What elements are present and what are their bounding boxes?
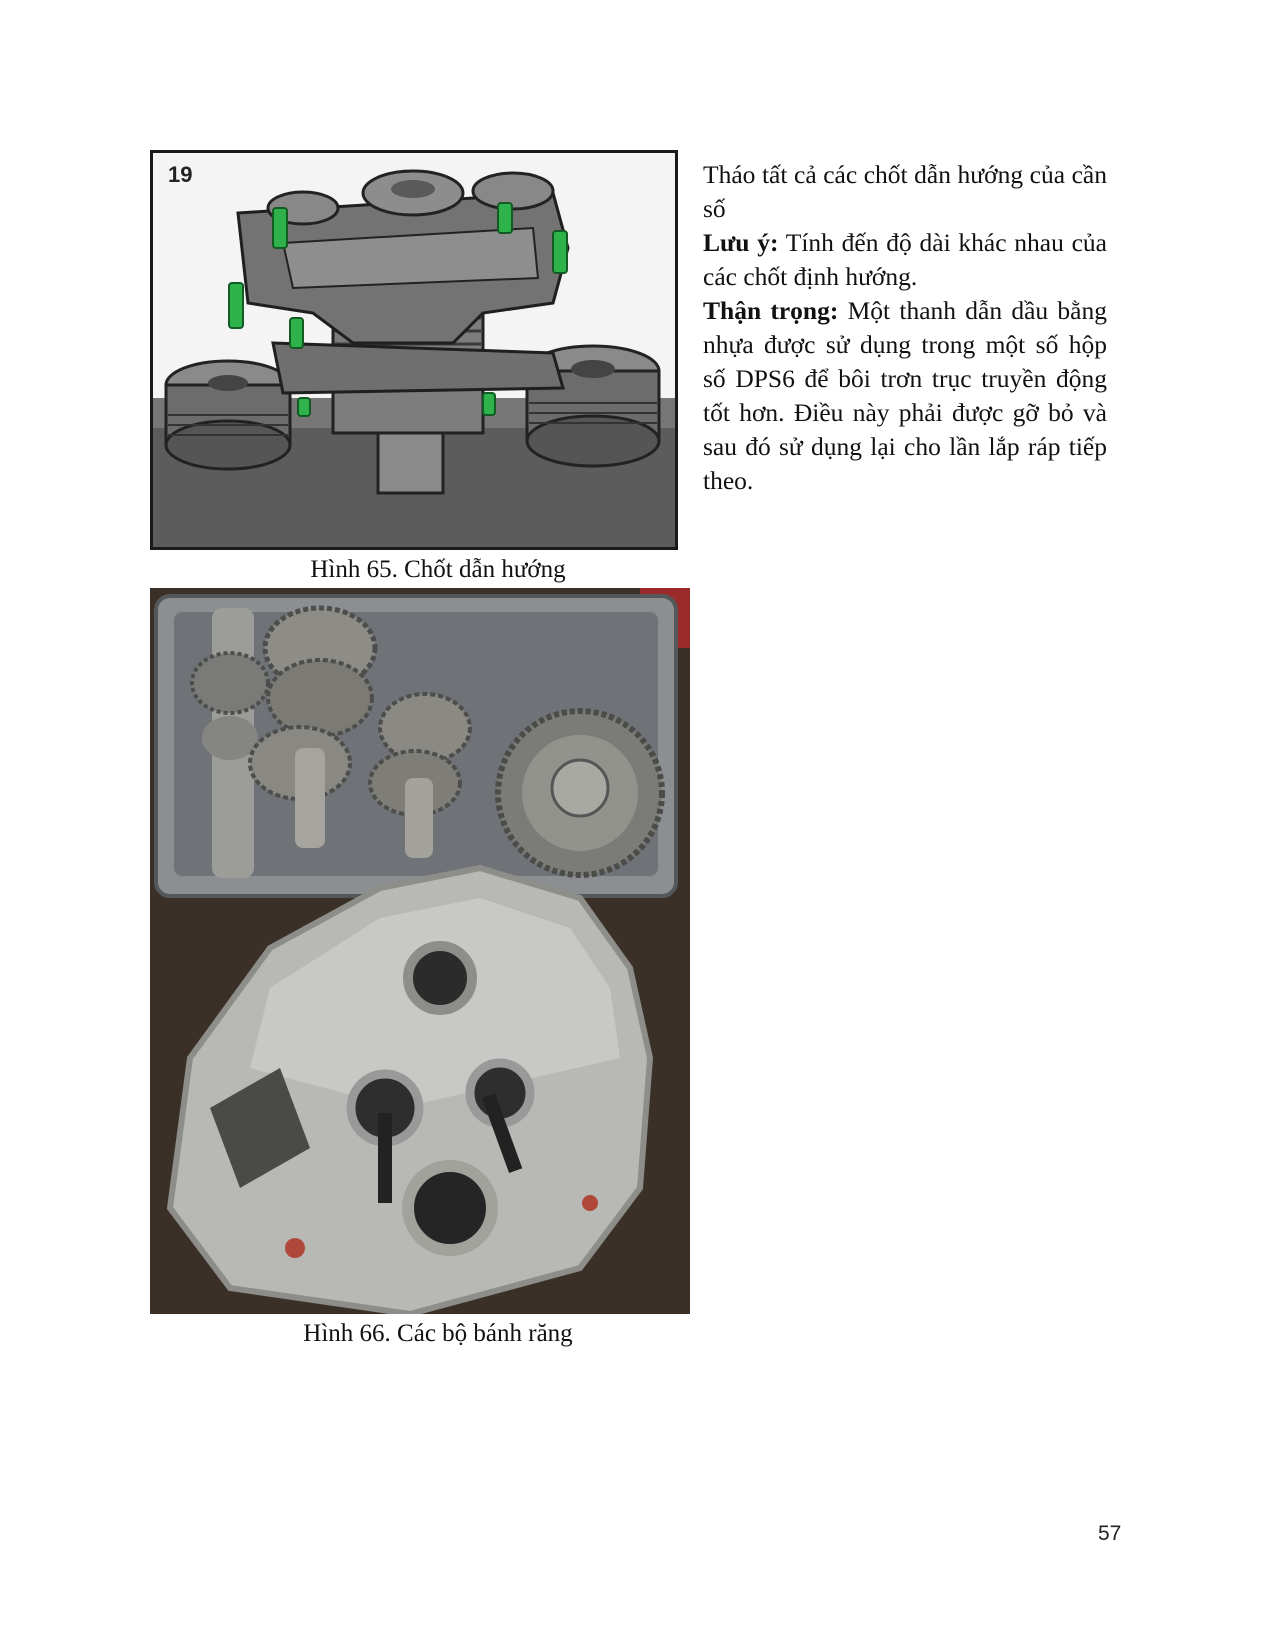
gear-sets-photo — [150, 588, 690, 1314]
step-number: 19 — [168, 162, 193, 187]
instruction-text — [703, 158, 1107, 498]
note-text: Tính đến độ dài khác nhau của các chốt định hướng. — [703, 228, 1107, 291]
page-number: 57 — [1098, 1522, 1122, 1545]
gearbox-guide-pin-illustration — [153, 153, 675, 547]
intro-paragraph: Tháo tất cả các chốt dẫn hướng của cần số — [703, 160, 1107, 223]
caution-paragraph — [703, 294, 1107, 498]
caution-text: Một thanh dẫn dầu bằng nhựa được sử dụng trong một số hộp số DPS6 để bôi trơn trục truyền động tốt hơn. Điều này phải được gỡ bỏ và sau đó sử dụng lại cho lần lắp ráp tiếp theo. — [703, 296, 1107, 495]
left-gear-drum — [166, 361, 290, 469]
figure-66-gear-sets-photo — [150, 588, 690, 1314]
figure-65-caption: Hình 65. Chốt dẫn hướng — [310, 556, 566, 583]
figure-65-guide-pins — [150, 150, 678, 550]
figure-66-caption: Hình 66. Các bộ bánh răng — [303, 1320, 573, 1347]
note-label: Lưu ý: — [703, 228, 779, 257]
note-paragraph — [703, 226, 1107, 294]
caution-label: Thận trọng: — [703, 296, 839, 325]
